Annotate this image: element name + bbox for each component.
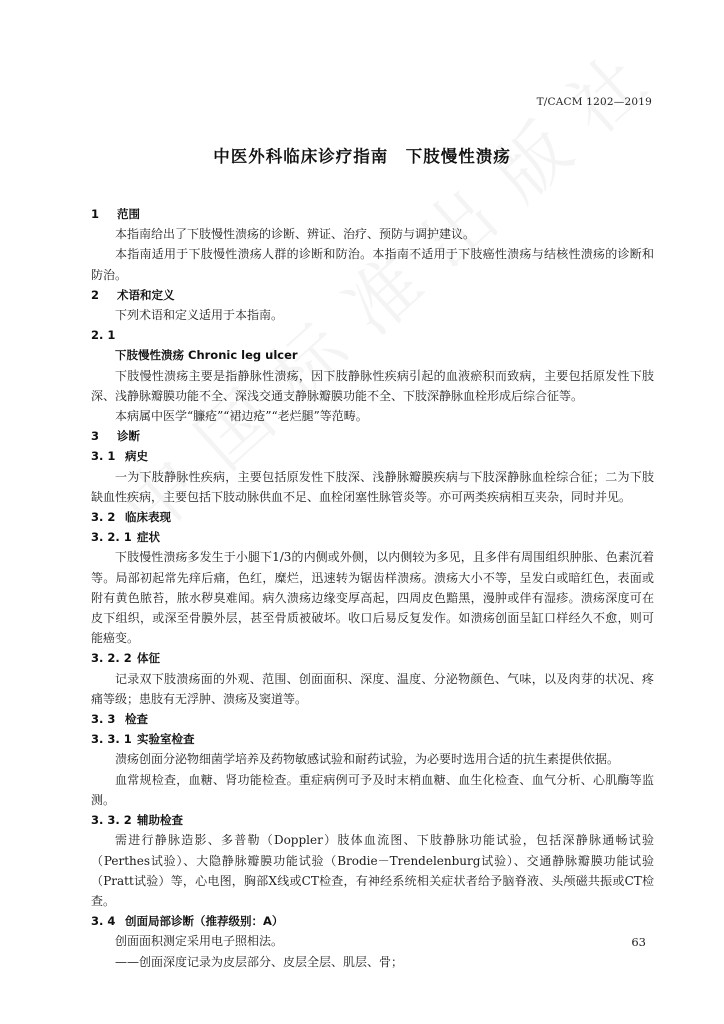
paragraph: 下列术语和定义适用于本指南。 — [115, 308, 284, 323]
section-heading: 3. 2. 2 体征 — [91, 651, 160, 666]
section-heading: 2 术语和定义 — [91, 287, 175, 302]
section-heading: 3. 3 检查 — [91, 712, 148, 727]
section-heading: 3. 3. 1 实验室检查 — [91, 732, 195, 747]
paragraph: 本指南适用于下肢慢性溃疡人群的诊断和防治。本指南不适用于下肢癌性溃疡与结核性溃疡的诊断和防治。 — [91, 247, 654, 282]
paragraph: 创面面积测定采用电子照相法。 — [115, 934, 284, 949]
paragraph: 血常规检查，血糖、肾功能检查。重症病例可予及时末梢血糖、血生化检查、血气分析、心肌酶等监测。 — [91, 772, 654, 807]
paragraph: 本病属中医学“臁疮”“裙边疮”“老烂腿”等范畴。 — [115, 409, 368, 424]
paragraph: ——创面深度记录为皮层部分、皮层全层、肌层、骨； — [115, 954, 404, 969]
paragraph: 溃疡创面分泌物细菌学培养及药物敏感试验和耐药试验，为必要时选用合适的抗生素提供依据。 — [115, 752, 620, 767]
paragraph: 下肢慢性溃疡多发生于小腿下1/3的内侧或外侧，以内侧较为多见，且多伴有周围组织肿胀、色素沉着等。局部初起常先痒后痛，色红，糜烂，迅速转为锯齿样溃疡。溃疡大小不等，呈发白或暗红色，表面或附有黄色脓苔，脓水秽臭难闻。病久溃疡边缘变厚高起，四周皮色黯黑，漫肿或伴有湿疹。溃疡深度可在皮下组织，或深至骨膜外层，甚至骨质被破坏。收口后易反复发作。如溃疡创面呈缸口样经久不愈，则可能癌变。 — [91, 550, 654, 646]
page-number: 63 — [631, 935, 646, 949]
paragraph: 本指南给出了下肢慢性溃疡的诊断、辨证、治疗、预防与调护建议。 — [115, 227, 476, 242]
section-heading: 3. 2. 1 症状 — [91, 530, 160, 545]
page-title: 中医外科临床诊疗指南 下肢慢性溃疡 — [213, 147, 511, 166]
document-body — [91, 204, 654, 972]
section-heading: 3. 3. 2 辅助检查 — [91, 813, 183, 828]
paragraph: 一为下肢静脉性疾病，主要包括原发性下肢深、浅静脉瓣膜疾病与下肢深静脉血栓综合征；二为下肢缺血性疾病，主要包括下肢动脉供血不足、血栓闭塞性脉管炎等。亦可两类疾病相互夹杂，同时并见。 — [91, 469, 654, 504]
standard-code: T/CACM 1202—2019 — [536, 96, 652, 108]
section-heading: 3 诊断 — [91, 429, 140, 444]
section-heading: 3. 4 创面局部诊断（推荐级别：A） — [91, 914, 284, 929]
section-heading: 3. 1 病史 — [91, 449, 148, 464]
paragraph: 需进行静脉造影、多普勒（Doppler）肢体血流图、下肢静脉功能试验，包括深静脉通畅试验（Perthes试验）、大隐静脉瓣膜功能试验（Brodie－Trendelenburg试验）、交通静脉瓣膜功能试验（Pratt试验）等，心电图，胸部X线或CT检查，有神经系统相关症状者给予脑脊液、头颅磁共振或CT检查。 — [91, 833, 654, 908]
paragraph: 下肢慢性溃疡主要是指静脉性溃疡，因下肢静脉性疾病引起的血液瘀积而致病，主要包括原发性下肢深、浅静脉瓣膜功能不全、深浅交通支静脉瓣膜功能不全、下肢深静脉血栓形成后综合征等。 — [91, 368, 654, 403]
paragraph: 记录双下肢溃疡面的外观、范围、创面面积、深度、温度、分泌物颜色、气味，以及肉芽的状况、疼痛等级；患肢有无浮肿、溃疡及窦道等。 — [91, 671, 654, 706]
section-heading: 1 范围 — [91, 207, 140, 221]
section-heading: 3. 2 临床表现 — [91, 510, 171, 525]
section-heading: 2. 1 — [91, 328, 116, 343]
term-heading: 下肢慢性溃疡 Chronic leg ulcer — [115, 348, 298, 363]
